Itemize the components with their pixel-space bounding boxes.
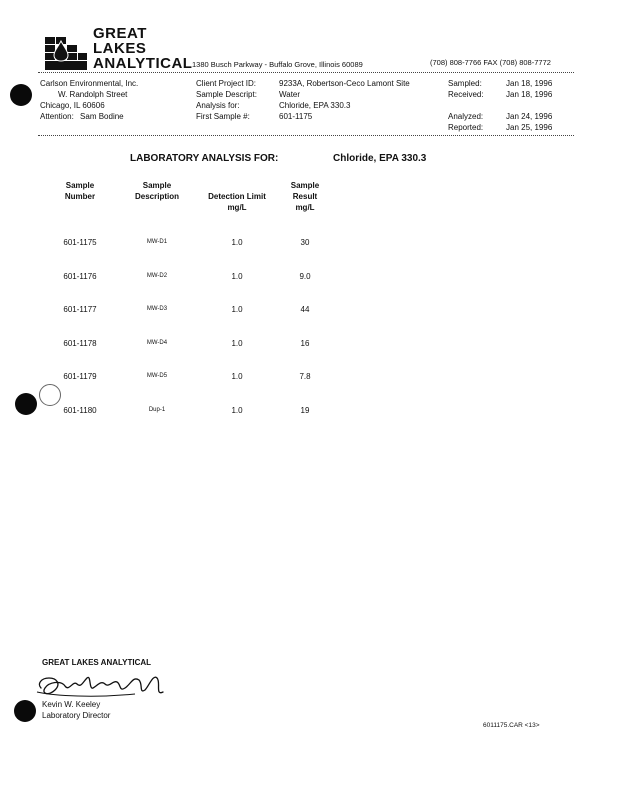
lab-phone-fax: (708) 808-7766 FAX (708) 808-7772 [430,58,551,67]
cell-detection-limit: 1.0 [231,272,243,281]
cell-sample-number: 601-1175 [63,238,97,247]
punch-hole-bottom [14,700,36,722]
attention-label: Attention: [40,112,74,121]
cell-sample-description: MW-D5 [146,373,168,379]
signature-company: GREAT LAKES ANALYTICAL [42,658,152,667]
client-block [40,78,138,122]
report-analysis: Chloride, EPA 330.3 [333,153,427,164]
project-value: 9233A, Robertson-Ceco Lamont Site [279,79,410,88]
dates-labels [448,78,484,133]
col-header-sample-description: Sample Description [134,181,179,201]
cell-sample-description: MW-D3 [146,306,168,312]
col-header-sample-number: Sample Number [64,181,96,201]
project-values [279,78,410,122]
cell-sample-description: MW-D1 [146,239,168,245]
project-value: Water [279,90,301,99]
project-label: Analysis for: [196,101,240,110]
cell-sample-result: 19 [300,406,310,415]
project-labels [196,78,257,122]
cell-sample-description: Dup-1 [148,407,166,413]
cell-sample-description: MW-D4 [146,340,168,346]
project-label: Client Project ID: [196,79,257,88]
header-top-rule [38,72,574,73]
project-value: 601-1175 [279,112,313,121]
signer-role: Laboratory Director [42,711,111,720]
cell-sample-number: 601-1179 [63,372,97,381]
cell-sample-result: 30 [300,238,310,247]
cell-detection-limit: 1.0 [231,372,243,381]
date-label: Received: [448,90,484,99]
signer-block [42,699,110,721]
signature-image [35,666,175,702]
cell-detection-limit: 1.0 [231,406,243,415]
cell-sample-result: 7.8 [299,372,311,381]
project-value: Chloride, EPA 330.3 [279,101,351,110]
client-company: Carlson Environmental, Inc. [40,79,139,88]
col-header-sample-result: Sample Result mg/L [290,181,320,212]
date-value: Jan 24, 1996 [506,112,553,121]
dates-values [506,78,552,133]
col-header-detection-limit: Detection Limit mg/L [208,192,266,212]
cell-detection-limit: 1.0 [231,339,243,348]
cell-sample-number: 601-1176 [63,272,97,281]
cell-sample-result: 9.0 [299,272,311,281]
cell-sample-number: 601-1177 [63,305,97,314]
project-label: First Sample #: [196,112,250,121]
signer-name: Kevin W. Keeley [42,700,101,709]
date-label: Reported: [448,123,484,132]
client-city: Chicago, IL 60606 [40,101,105,110]
logo-text-line-1: GREAT [93,25,147,42]
date-value: Jan 18, 1996 [506,90,553,99]
date-value: Jan 18, 1996 [506,79,553,88]
cell-sample-description: MW-D2 [146,273,168,279]
project-label: Sample Descript: [196,90,257,99]
attention-name: Sam Bodine [80,112,124,121]
client-attention [40,111,138,122]
cell-detection-limit: 1.0 [231,305,243,314]
page-reference: 6011175.CAR <13> [483,722,540,729]
cell-detection-limit: 1.0 [231,238,243,247]
report-title: LABORATORY ANALYSIS FOR: [130,153,279,164]
great-lakes-logo-icon [44,35,88,71]
lab-address: 1380 Busch Parkway - Buffalo Grove, Illinois 60089 [192,60,363,69]
logo-text-line-2: LAKES [93,40,147,57]
date-label: Sampled: [448,79,482,88]
date-value: Jan 25, 1996 [506,123,553,132]
date-label: Analyzed: [448,112,484,121]
cell-sample-number: 601-1178 [63,339,97,348]
logo-text-line-3: ANALYTICAL [93,55,193,72]
cell-sample-result: 44 [300,305,310,314]
cell-sample-number: 601-1180 [63,406,97,415]
punch-ring-middle [39,384,61,406]
punch-hole-top [10,84,32,106]
punch-hole-middle [15,393,37,415]
client-street: W. Randolph Street [58,90,128,99]
cell-sample-result: 16 [300,339,310,348]
header-bottom-rule [38,135,574,136]
